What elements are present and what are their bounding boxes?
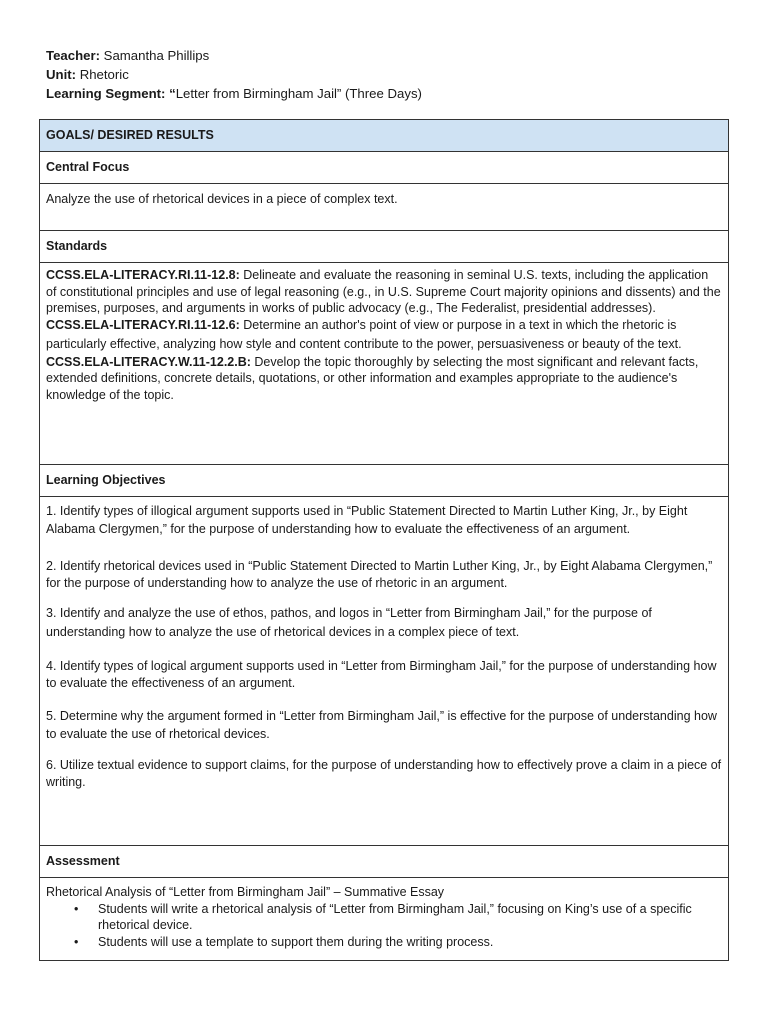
standard-code: CCSS.ELA-LITERACY.RI.11-12.8: xyxy=(46,268,240,282)
objectives-heading-row xyxy=(40,465,729,497)
objective-item: 1. Identify types of illogical argument supports used in “Public Statement Directed to Martin Luther King, Jr., by Eight Alabama Clergymen,” for the purpose of understanding how to evaluate the effectiveness of an argument. xyxy=(46,504,688,536)
unit-label: Unit: xyxy=(46,67,77,82)
standard-text: Develop the topic thoroughly by selecting the most significant and relevant facts, extended definitions, concrete details, quotations, or other information and examples appropriate to the audience's knowledge of the topic. xyxy=(46,354,699,402)
objective-item: 6. Utilize textual evidence to support claims, for the purpose of understanding how to effectively prove a claim in a piece of writing. xyxy=(46,758,722,789)
assessment-bullet: • Students will use a template to support them during the writing process. xyxy=(98,934,722,951)
central-focus-cell xyxy=(40,184,729,231)
objective-item: 4. Identify types of logical argument supports used in “Letter from Birmingham Jail,” for the purpose of understanding how to evaluate the effectiveness of an argument. xyxy=(46,659,717,690)
assessment-title: Rhetorical Analysis of “Letter from Birmingham Jail” – Summative Essay xyxy=(46,885,445,899)
central-focus-text: Analyze the use of rhetorical devices in a piece of complex text. xyxy=(46,192,398,206)
standards-heading: Standards xyxy=(40,231,729,263)
standard-text: Determine an author's point of view or purpose in a text in which the rhetoric is particularly effective, analyzing how style and content contribute to the power, persuasiveness or beauty of the text. xyxy=(46,317,682,351)
learning-segment-label: Learning Segment: “ xyxy=(46,86,176,101)
assessment-heading: Assessment xyxy=(40,846,729,878)
goals-row xyxy=(40,120,729,152)
objective-item: 5. Determine why the argument formed in “Letter from Birmingham Jail,” is effective for the purpose of understanding how to evaluate the use of rhetorical devices. xyxy=(46,709,717,741)
goals-heading: GOALS/ DESIRED RESULTS xyxy=(40,120,729,152)
standards-heading-row xyxy=(40,231,729,263)
standard-item xyxy=(46,354,722,404)
teacher-name: Samantha Phillips xyxy=(100,48,210,63)
learning-objectives-heading: Learning Objectives xyxy=(40,465,729,497)
assessment-row xyxy=(40,878,729,961)
learning-segment-value: Letter from Birmingham Jail” (Three Days) xyxy=(175,86,422,101)
central-focus-row xyxy=(40,184,729,231)
standard-code: CCSS.ELA-LITERACY.W.11-12.2.B: xyxy=(46,354,251,369)
assessment-heading-row xyxy=(40,846,729,878)
assessment-cell xyxy=(40,878,729,961)
objective-item: 2. Identify rhetorical devices used in “Public Statement Directed to Martin Luther King, Jr., by Eight Alabama Clergymen,” for the purpose of understanding how to analyze the use of rhetoric in an argument. xyxy=(46,559,713,590)
document-header xyxy=(46,46,422,103)
standards-row xyxy=(40,263,729,465)
assessment-bullet: • Students will write a rhetorical analysis of “Letter from Birmingham Jail,” focusing on King’s use of a specific rhetorical device. xyxy=(98,901,722,934)
unit-name: Rhetoric xyxy=(76,67,129,82)
teacher-line xyxy=(46,46,422,65)
objective-item: 3. Identify and analyze the use of ethos, pathos, and logos in “Letter from Birmingham Jail,” for the purpose of understanding how to analyze the use of rhetorical devices in a complex piece of text. xyxy=(46,606,652,639)
central-focus-heading: Central Focus xyxy=(40,152,729,184)
standard-code: CCSS.ELA-LITERACY.RI.11-12.6: xyxy=(46,317,240,332)
central-focus-heading-row xyxy=(40,152,729,184)
objectives-row xyxy=(40,497,729,846)
standards-cell xyxy=(40,263,729,465)
lesson-plan-table xyxy=(39,119,729,961)
standard-item xyxy=(46,316,722,354)
standard-text: Delineate and evaluate the reasoning in seminal U.S. texts, including the application of constitutional principles and use of legal reasoning (e.g., in U.S. Supreme Court majority opinions and dissents) and the premises, purposes, and arguments in works of public advocacy (e.g., The Federalist, presidential addresses). xyxy=(46,268,721,315)
assessment-bullet-list xyxy=(46,901,722,951)
learning-objectives-cell xyxy=(40,497,729,846)
learning-segment-line xyxy=(46,84,422,103)
teacher-label: Teacher: xyxy=(46,48,100,63)
standard-item xyxy=(46,263,722,317)
unit-line xyxy=(46,65,422,84)
